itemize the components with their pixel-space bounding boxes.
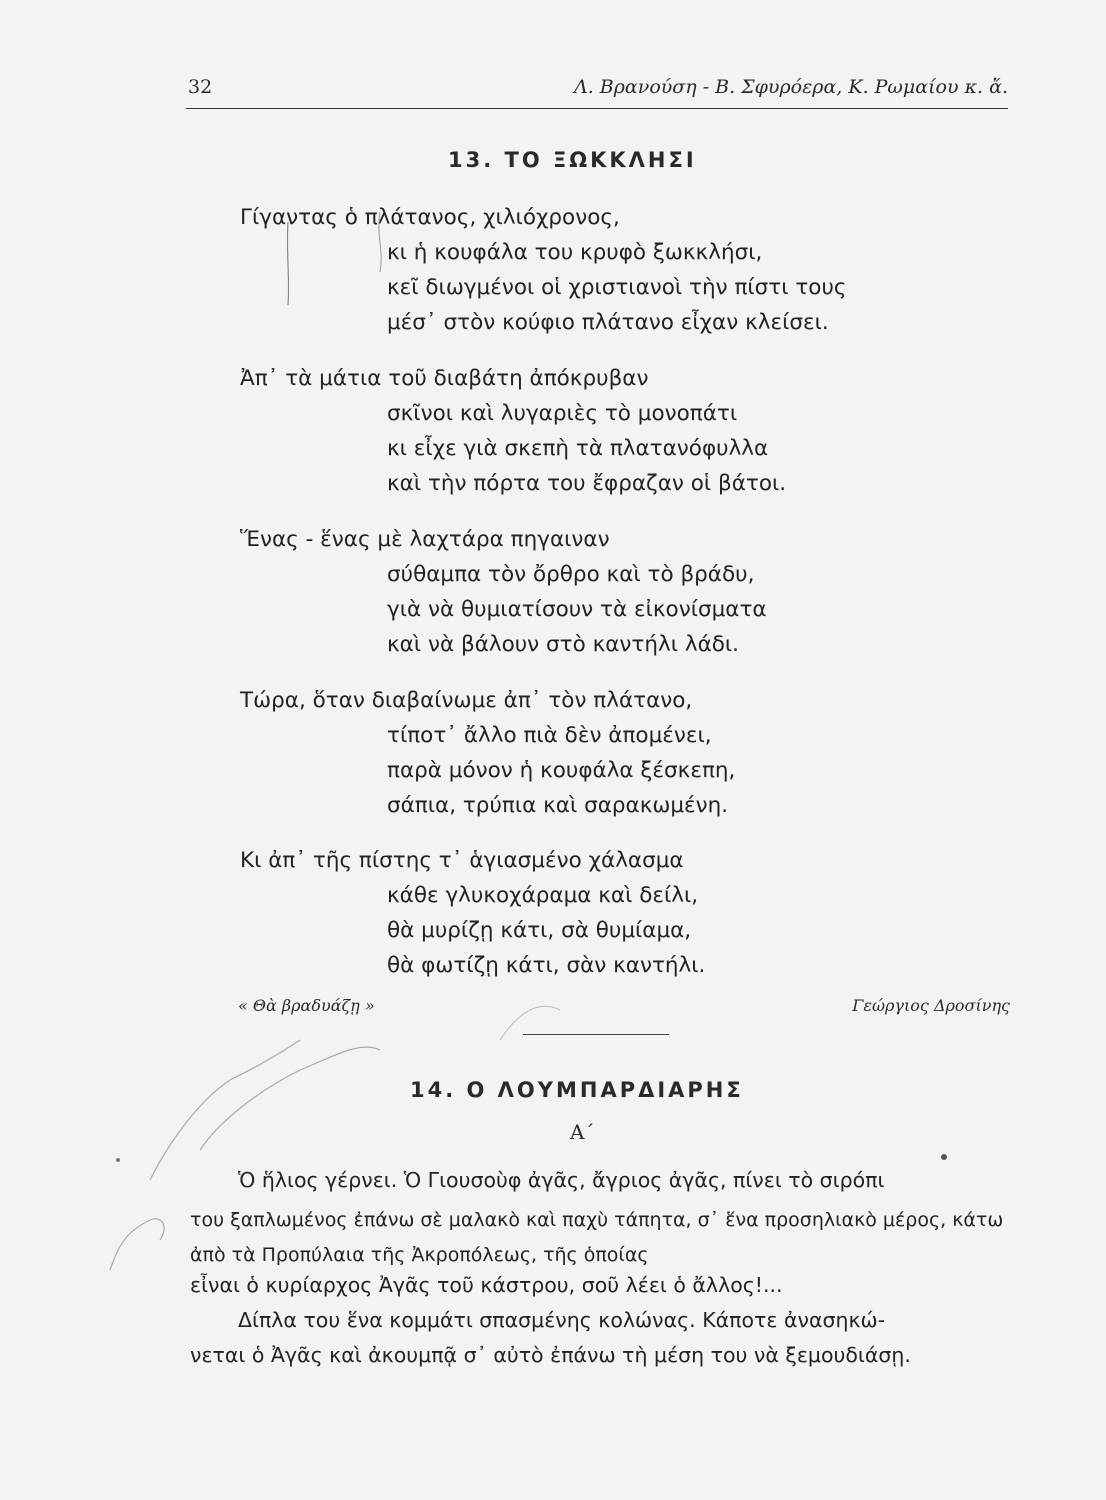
- poem-line: Γίγαντας ὁ πλάτανος, χιλιόχρονος,: [240, 205, 620, 230]
- prose-line: Δίπλα του ἕνα κομμάτι σπασμένης κολώνας. Κάποτε ἀνασηκώ-: [238, 1308, 886, 1332]
- page-number: 32: [188, 76, 213, 98]
- poem-line: σκῖνοι καὶ λυγαριὲς τὸ μονοπάτι: [387, 401, 738, 426]
- poem-line: σύθαμπα τὸν ὄρθρο καὶ τὸ βράδυ,: [387, 562, 755, 587]
- poem-line: κι εἶχε γιὰ σκεπὴ τὰ πλατανόφυλλα: [387, 436, 769, 461]
- prose-line: του ξαπλωμένος ἐπάνω σὲ μαλακὸ καὶ παχὺ τάπητα, σ᾽ ἕνα προσηλιακὸ μέρος, κάτω ἀπὸ τὰ Προπύλαια τῆς Ἀκροπόλεως, τῆς ὁποίας: [190, 1209, 1004, 1266]
- poem-line: σάπια, τρύπια καὶ σαρακωμένη.: [387, 793, 729, 818]
- poem-author: Γεώργιος Δροσίνης: [852, 996, 1010, 1015]
- running-header: Λ. Βρανούση - Β. Σφυρόερα, Κ. Ρωμαίου κ. ἄ.: [574, 76, 1008, 98]
- poem-line: Ἀπ᾽ τὰ μάτια τοῦ διαβάτη ἀπόκρυβαν: [240, 366, 649, 391]
- poem-line: Τώρα, ὅταν διαβαίνωμε ἀπ᾽ τὸν πλάτανο,: [240, 688, 693, 713]
- story-title: 14. Ο ΛΟΥΜΠΑΡΔΙΑΡΗΣ: [410, 1078, 744, 1102]
- poem-line: κεῖ διωγμένοι οἱ χριστιανοὶ τὴν πίστι τους: [387, 275, 847, 300]
- poem-line: καὶ τὴν πόρτα του ἔφραζαν οἱ βάτοι.: [387, 471, 787, 496]
- poem-line: γιὰ νὰ θυμιατίσουν τὰ εἰκονίσματα: [387, 597, 767, 622]
- poem-line: θὰ μυρίζῃ κάτι, σὰ θυμίαμα,: [387, 918, 692, 943]
- story-part: Α΄: [570, 1120, 595, 1144]
- poem-line: παρὰ μόνον ἡ κουφάλα ξέσκεπη,: [387, 758, 736, 783]
- poem-title: 13. ΤΟ ΞΩΚΚΛΗΣΙ: [448, 148, 697, 172]
- poem-line: καὶ νὰ βάλουν στὸ καντήλι λάδι.: [387, 632, 739, 657]
- poem-line: Κι ἀπ᾽ τῆς πίστης τ᾽ ἁγιασμένο χάλασμα: [240, 848, 684, 873]
- poem-line: θὰ φωτίζῃ κάτι, σὰν καντήλι.: [387, 953, 706, 978]
- poem-line: μέσ᾽ στὸν κούφιο πλάτανο εἶχαν κλείσει.: [387, 310, 829, 335]
- poem-line: Ἕνας - ἕνας μὲ λαχτάρα πηγαιναν: [240, 527, 610, 552]
- poem-line: κάθε γλυκοχάραμα καὶ δείλι,: [387, 883, 699, 908]
- prose-line: εἶναι ὁ κυρίαρχος Ἀγᾶς τοῦ κάστρου, σοῦ λέει ὁ ἄλλος!...: [190, 1273, 783, 1297]
- header-rule: [186, 108, 1008, 109]
- poem-source: « Θὰ βραδυάζῃ »: [238, 996, 375, 1015]
- prose-line: Ὁ ἥλιος γέρνει. Ὁ Γιουσοὺφ ἀγᾶς, ἄγριος ἀγᾶς, πίνει τὸ σιρόπι: [238, 1168, 885, 1192]
- section-divider: [523, 1034, 669, 1035]
- poem-line: κι ἡ κουφάλα του κρυφὸ ξωκκλήσι,: [387, 240, 763, 265]
- poem-line: τίποτ᾽ ἄλλο πιὰ δὲν ἀπομένει,: [387, 723, 712, 748]
- prose-line: νεται ὁ Ἀγᾶς καὶ ἀκουμπᾷ σ᾽ αὐτὸ ἐπάνω τὴ μέση του νὰ ξεμουδιάσῃ.: [190, 1343, 911, 1367]
